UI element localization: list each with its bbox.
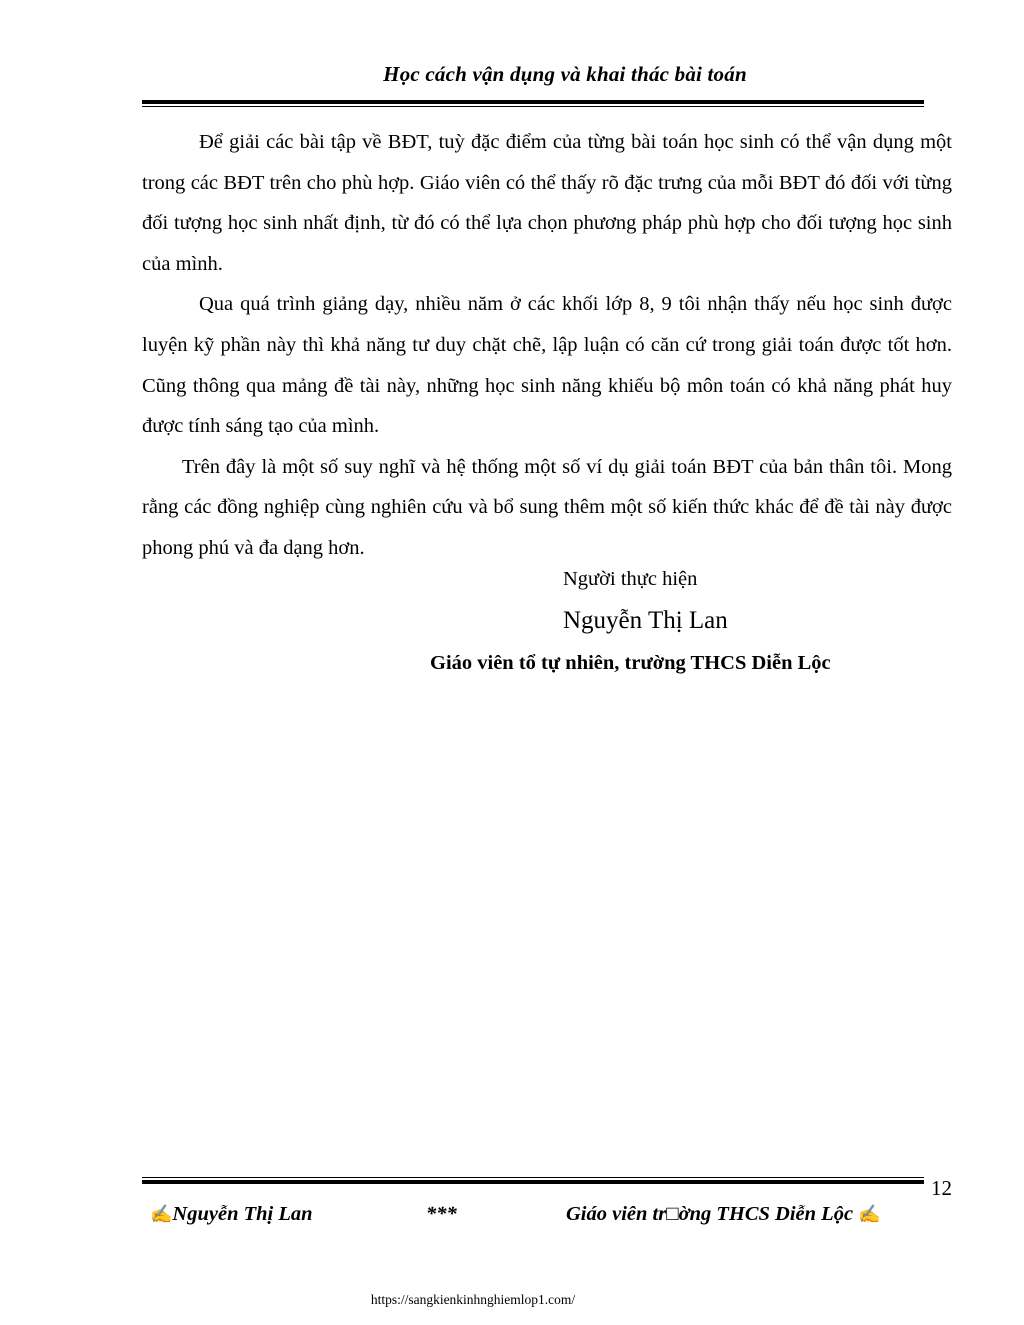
writing-hand-icon: ✍ bbox=[150, 1204, 173, 1224]
paragraph-1: Để giải các bài tập về BĐT, tuỳ đặc điểm của từng bài toán học sinh có thể vận dụng một trong các BĐT trên cho phù hợp. Giáo viên có thể thấy rõ đặc trưng của mỗi BĐT đó đối với từng đối tượng học sinh nhất định, từ đó có thể lựa chọn phương pháp phù hợp cho đối tượng học sinh của mình. bbox=[142, 131, 952, 275]
page-number: 12 bbox=[931, 1176, 952, 1200]
signature-title: Giáo viên tổ tự nhiên, trường THCS Diễn Lộc bbox=[430, 652, 831, 674]
footer-rule-thick bbox=[142, 1180, 924, 1184]
signature-name: Nguyễn Thị Lan bbox=[563, 607, 728, 634]
footer-affiliation-text: Giáo viên tr□ờng THCS Diễn Lộc bbox=[566, 1203, 854, 1225]
footer-affiliation bbox=[566, 1203, 881, 1226]
footer-author-text: Nguyễn Thị Lan bbox=[172, 1203, 313, 1225]
writing-hand-icon: ✍ bbox=[858, 1204, 881, 1224]
header-rule-thin bbox=[142, 106, 924, 107]
header-title: Học cách vận dụng và khai thác bài toán bbox=[383, 62, 747, 86]
paragraph-2: Qua quá trình giảng dạy, nhiều năm ở các khối lớp 8, 9 tôi nhận thấy nếu học sinh được luyện kỹ phần này thì khả năng tư duy chặt chẽ, lập luận có căn cứ trong giải toán được tốt hơn. Cũng thông qua mảng đề tài này, những học sinh năng khiếu bộ môn toán có khả năng phát huy được tính sáng tạo của mình. bbox=[142, 293, 952, 438]
footer-author bbox=[150, 1203, 313, 1226]
paragraph-3: Trên đây là một số suy nghĩ và hệ thống một số ví dụ giải toán BĐT của bản thân tôi. Mong rằng các đồng nghiệp cùng nghiên cứu và bổ sung thêm một số kiến thức khác để đề tài này được phong phú và đa dạng hơn. bbox=[142, 455, 952, 559]
footer-separator: *** bbox=[426, 1203, 457, 1225]
signature-role: Người thực hiện bbox=[563, 568, 698, 590]
source-url[interactable]: https://sangkienkinhnghiemlop1.com/ bbox=[370, 1292, 576, 1307]
body-text bbox=[142, 122, 952, 569]
header-rule-thick bbox=[142, 100, 924, 104]
footer-rule-thin bbox=[142, 1177, 924, 1178]
